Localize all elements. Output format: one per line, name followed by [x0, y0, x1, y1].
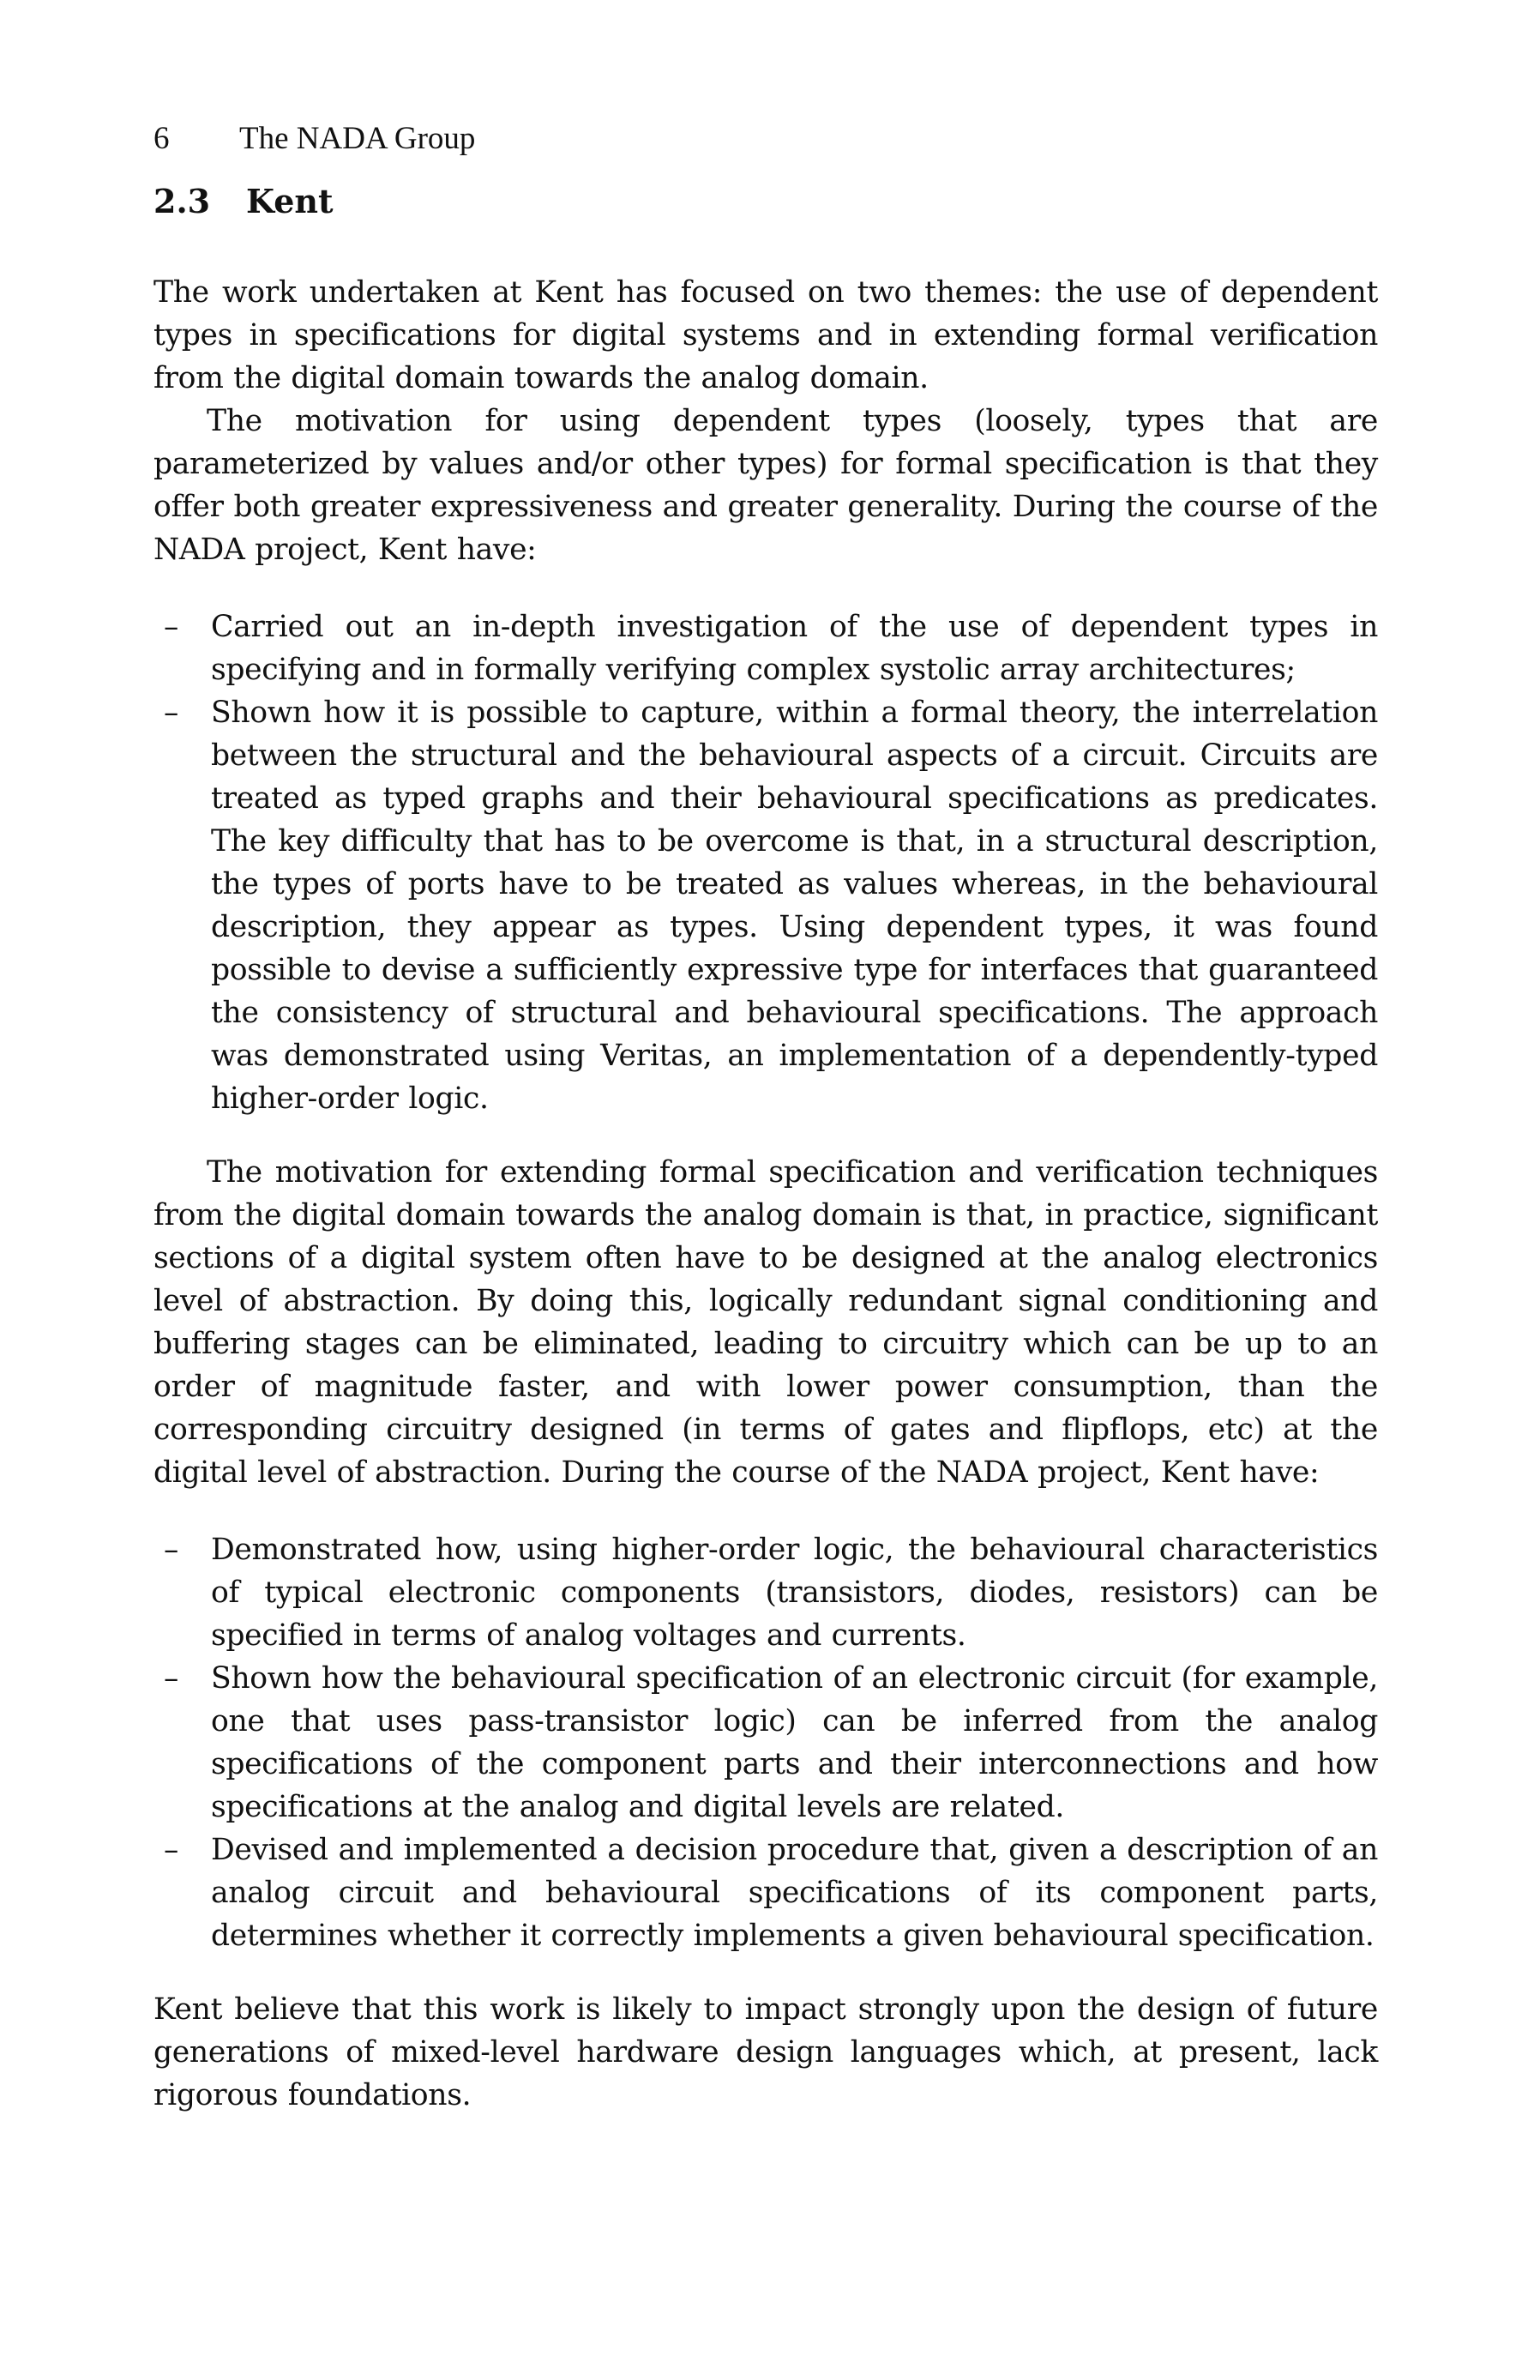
- dependent-types-achievements-list: [153, 606, 1378, 1120]
- paragraph-intro: The work undertaken at Kent has focused on two themes: the use of dependent types in specifications for digital systems and in extending formal verification from the digital domain towards the analog domain.: [153, 275, 1378, 395]
- list-item: [153, 1528, 1378, 1657]
- list-item-text: Demonstrated how, using higher-order logic, the behavioural characteristics of typical electronic components (transistors, diodes, resistors) can be specified in terms of analog voltages and currents.: [211, 1533, 1378, 1653]
- list-item: [153, 1829, 1378, 1957]
- section-number: 2.3: [153, 182, 211, 220]
- running-header: [153, 120, 475, 157]
- list-dash-marker: –: [164, 610, 178, 644]
- paragraph-conclusion: Kent believe that this work is likely to impact strongly upon the design of future generations of mixed-level hardware design languages which, at present, lack rigorous foundations.: [153, 1992, 1378, 2112]
- running-title: The NADA Group: [239, 121, 476, 156]
- list-item: [153, 691, 1378, 1120]
- list-dash-marker: –: [164, 1533, 178, 1567]
- list-item: [153, 606, 1378, 691]
- list-dash-marker: –: [164, 1833, 178, 1867]
- list-dash-marker: –: [164, 1661, 178, 1696]
- list-item-text: Devised and implemented a decision procedure that, given a description of an analog circuit and behavioural specifications of its component parts, determines whether it correctly implements a given behavioural specification.: [211, 1833, 1378, 1953]
- list-item-text: Shown how the behavioural specification of an electronic circuit (for example, one that uses pass-transistor logic) can be inferred from the analog specifications of the component parts and their interconnections and how specifications at the analog and digital levels are related.: [211, 1661, 1378, 1824]
- paragraph-dependent-types: The motivation for using dependent types (loosely, types that are parameterized by values and/or other types) for formal specification is that they offer both greater expressiveness and greater generality. During the course of the NADA project, Kent have:: [153, 404, 1378, 567]
- section-body: [153, 271, 1378, 2117]
- list-dash-marker: –: [164, 696, 178, 730]
- page-number: 6: [153, 121, 170, 156]
- paragraph-analog-motivation: The motivation for extending formal specification and verification techniques from the digital domain towards the analog domain is that, in practice, significant sections of a digital system often have to be designed at the analog electronics level of abstraction. By doing this, logically redundant signal conditioning and buffering stages can be eliminated, leading to circuitry which can be up to an order of magnitude faster, and with lower power consumption, than the corresponding circuitry designed (in terms of gates and flipflops, etc) at the digital level of abstraction. During the course of the NADA project, Kent have:: [153, 1155, 1378, 1490]
- analog-achievements-list: [153, 1528, 1378, 1957]
- list-item-text: Shown how it is possible to capture, within a formal theory, the interrelation between the structural and the behavioural aspects of a circuit. Circuits are treated as typed graphs and their behavioural specifications as predicates. The key difficulty that has to be overcome is that, in a structural description, the types of ports have to be treated as values whereas, in the behavioural description, they appear as types. Using dependent types, it was found possible to devise a sufficiently expressive type for interfaces that guaranteed the consistency of structural and behavioural specifications. The approach was demonstrated using Veritas, an implementation of a dependently-typed higher-order logic.: [211, 696, 1378, 1116]
- list-item-text: Carried out an in-depth investigation of the use of dependent types in specifying and in formally verifying complex systolic array architectures;: [211, 610, 1378, 687]
- section-title: Kent: [246, 182, 334, 220]
- list-item: [153, 1657, 1378, 1829]
- section-heading: [153, 182, 334, 220]
